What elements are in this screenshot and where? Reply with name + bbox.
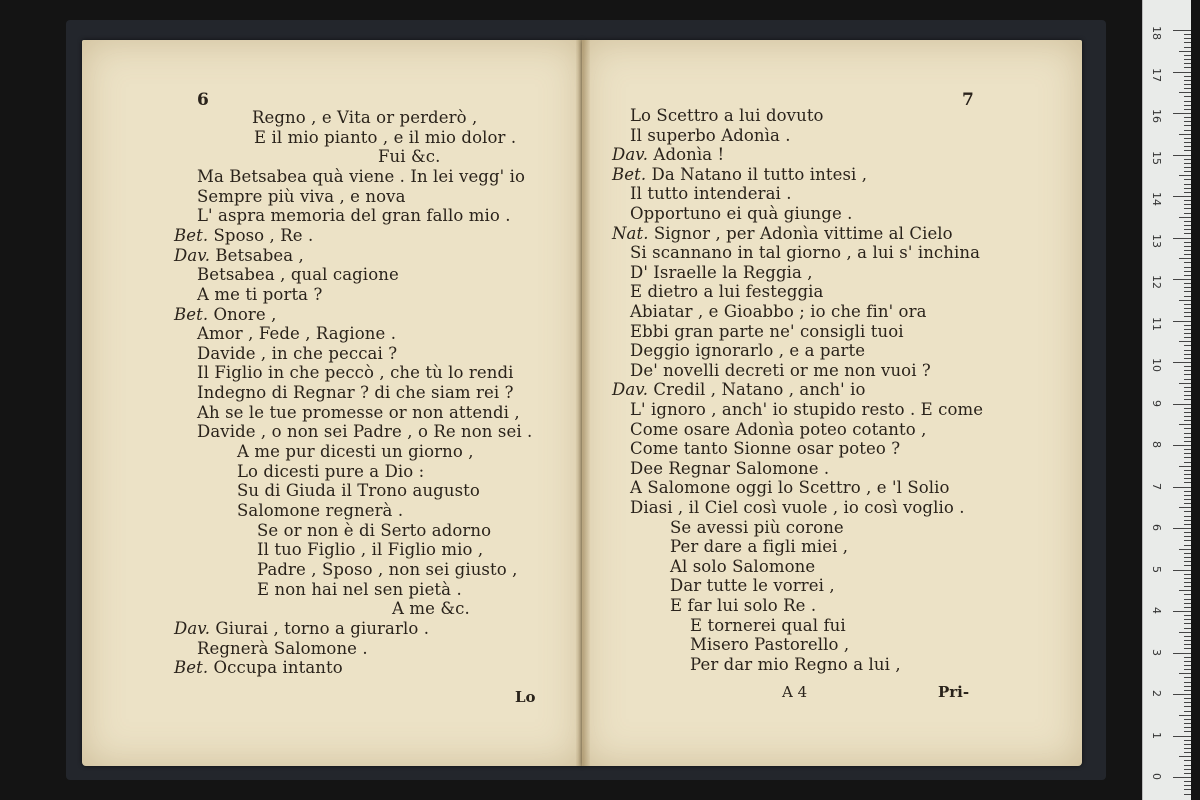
speaker-label: Bet. bbox=[612, 164, 652, 184]
left-line: Ma Betsabea quà viene . In lei vegg' io bbox=[197, 166, 526, 186]
ruler-tick bbox=[1184, 686, 1191, 687]
ruler-tick bbox=[1184, 437, 1191, 438]
ruler-tick bbox=[1184, 117, 1191, 118]
left-line: Amor , Fede , Ragione . bbox=[197, 324, 397, 344]
ruler-label: 3 bbox=[1150, 648, 1163, 656]
ruler-tick bbox=[1173, 279, 1191, 280]
left-line: Betsabea , qual cagione bbox=[197, 265, 399, 285]
left-line: Davide , in che peccai ? bbox=[197, 343, 398, 363]
right-catchword: Pri- bbox=[938, 683, 970, 701]
ruler-label: 11 bbox=[1150, 316, 1163, 331]
ruler-tick bbox=[1173, 30, 1191, 31]
ruler-tick bbox=[1184, 262, 1191, 263]
left-catchword: Lo bbox=[515, 688, 536, 706]
ruler-tick bbox=[1173, 653, 1191, 654]
left-line: Salomone regnerà . bbox=[237, 501, 404, 520]
ruler-tick bbox=[1184, 433, 1191, 434]
ruler-tick bbox=[1184, 702, 1191, 703]
right-line: L' ignoro , anch' io stupido resto . E come bbox=[630, 400, 984, 419]
left-line: Regno , e Vita or perderò , bbox=[252, 108, 478, 127]
ruler-tick bbox=[1184, 171, 1191, 172]
ruler-tick bbox=[1184, 557, 1191, 558]
verse-text: Betsabea , bbox=[215, 245, 304, 265]
ruler-tick bbox=[1184, 233, 1191, 234]
ruler-tick bbox=[1184, 727, 1191, 728]
ruler-tick bbox=[1179, 590, 1191, 591]
ruler-tick bbox=[1184, 773, 1191, 774]
ruler-tick bbox=[1184, 271, 1191, 272]
ruler-tick bbox=[1179, 300, 1191, 301]
ruler-tick bbox=[1184, 561, 1191, 562]
ruler-tick bbox=[1173, 196, 1191, 197]
ruler-tick bbox=[1184, 150, 1191, 151]
ruler-tick bbox=[1184, 644, 1191, 645]
ruler-tick bbox=[1184, 304, 1191, 305]
ruler-tick bbox=[1184, 574, 1191, 575]
right-line: De' novelli decreti or me non vuoi ? bbox=[630, 360, 931, 380]
ruler-tick bbox=[1184, 267, 1191, 268]
speaker-label: Nat. bbox=[612, 223, 654, 243]
right-page bbox=[582, 40, 1082, 766]
ruler-label: 12 bbox=[1150, 275, 1163, 289]
ruler-tick bbox=[1184, 38, 1191, 39]
right-line: Dee Regnar Salomone . bbox=[630, 458, 830, 478]
verse-text: Credil , Natano , anch' io bbox=[653, 380, 866, 400]
ruler-tick bbox=[1184, 88, 1191, 89]
left-line bbox=[174, 658, 343, 677]
ruler-tick bbox=[1184, 677, 1191, 678]
right-line bbox=[612, 145, 724, 164]
ruler-tick bbox=[1184, 208, 1191, 209]
left-line: A me &c. bbox=[392, 599, 470, 619]
right-line: Per dare a figli miei , bbox=[670, 537, 849, 557]
ruler-tick bbox=[1184, 109, 1191, 110]
ruler-tick bbox=[1184, 374, 1191, 375]
ruler-tick bbox=[1184, 101, 1191, 102]
ruler-tick bbox=[1184, 765, 1191, 766]
ruler-tick bbox=[1179, 466, 1191, 467]
ruler-tick bbox=[1173, 321, 1191, 322]
left-line: Indegno di Regnar ? di che siam rei ? bbox=[197, 383, 514, 403]
ruler-tick bbox=[1173, 570, 1191, 571]
ruler-tick bbox=[1184, 794, 1191, 795]
right-line: Opportuno ei quà giunge . bbox=[630, 204, 853, 223]
right-line bbox=[612, 224, 953, 243]
right-line: Lo Scettro a lui dovuto bbox=[630, 106, 824, 125]
ruler-tick bbox=[1184, 565, 1191, 566]
ruler-tick bbox=[1184, 752, 1191, 753]
ruler-tick bbox=[1184, 125, 1191, 126]
ruler-tick bbox=[1184, 42, 1191, 43]
left-line: A me ti porta ? bbox=[197, 284, 323, 304]
ruler-tick bbox=[1184, 184, 1191, 185]
speaker-label: Dav. bbox=[174, 618, 216, 638]
right-line: E far lui solo Re . bbox=[670, 596, 817, 615]
ruler-tick bbox=[1184, 200, 1191, 201]
ruler-tick bbox=[1184, 690, 1191, 691]
ruler-tick bbox=[1184, 316, 1191, 317]
ruler-tick bbox=[1184, 769, 1191, 770]
ruler-tick bbox=[1173, 113, 1191, 114]
ruler-tick bbox=[1184, 462, 1191, 463]
ruler-tick bbox=[1179, 92, 1191, 93]
ruler-label: 2 bbox=[1150, 690, 1163, 697]
ruler-tick bbox=[1179, 383, 1191, 384]
ruler-tick bbox=[1173, 445, 1191, 446]
ruler-tick bbox=[1179, 175, 1191, 176]
speaker-label: Dav. bbox=[612, 145, 654, 165]
ruler-label: 18 bbox=[1150, 26, 1163, 40]
speaker-label: Bet. bbox=[174, 225, 214, 245]
ruler-tick bbox=[1184, 520, 1191, 521]
ruler-tick bbox=[1184, 785, 1191, 786]
left-line: Davide , o non sei Padre , o Re non sei . bbox=[197, 422, 533, 442]
ruler-tick bbox=[1184, 760, 1191, 761]
ruler-tick bbox=[1184, 731, 1191, 732]
ruler-tick bbox=[1179, 756, 1191, 757]
ruler-tick bbox=[1184, 628, 1191, 629]
ruler-tick bbox=[1179, 341, 1191, 342]
ruler-tick bbox=[1184, 225, 1191, 226]
ruler-tick bbox=[1184, 594, 1191, 595]
left-line: Fui &c. bbox=[378, 147, 441, 167]
left-line bbox=[174, 246, 304, 265]
left-line bbox=[174, 619, 429, 638]
ruler-tick bbox=[1184, 138, 1191, 139]
ruler-label: 4 bbox=[1150, 607, 1163, 614]
verse-text: Giurai , torno a giurarlo . bbox=[215, 618, 430, 638]
right-line bbox=[612, 380, 866, 399]
ruler-tick bbox=[1184, 130, 1191, 131]
ruler-tick bbox=[1184, 379, 1191, 380]
ruler-tick bbox=[1184, 578, 1191, 579]
ruler-tick bbox=[1184, 167, 1191, 168]
ruler-tick bbox=[1184, 516, 1191, 517]
signature-mark: A 4 bbox=[782, 683, 808, 701]
ruler-tick bbox=[1184, 221, 1191, 222]
right-line: Per dar mio Regno a lui , bbox=[690, 654, 901, 674]
right-line bbox=[612, 165, 867, 184]
ruler-tick bbox=[1184, 740, 1191, 741]
ruler-label: 10 bbox=[1150, 358, 1163, 372]
ruler-tick bbox=[1184, 291, 1191, 292]
ruler-tick bbox=[1184, 283, 1191, 284]
ruler-tick bbox=[1184, 325, 1191, 326]
ruler-tick bbox=[1184, 142, 1191, 143]
speaker-label: Bet. bbox=[174, 304, 214, 324]
left-line: Sempre più viva , e nova bbox=[197, 186, 406, 206]
ruler-tick bbox=[1184, 457, 1191, 458]
right-line: Il tutto intenderai . bbox=[630, 184, 792, 204]
ruler-tick bbox=[1184, 669, 1191, 670]
ruler-tick bbox=[1184, 599, 1191, 600]
ruler-tick bbox=[1184, 192, 1191, 193]
ruler-tick bbox=[1184, 640, 1191, 641]
ruler-tick bbox=[1184, 84, 1191, 85]
right-line: Abiatar , e Gioabbo ; io che fin' ora bbox=[630, 302, 927, 321]
ruler-label: 9 bbox=[1150, 399, 1163, 407]
ruler-label: 0 bbox=[1150, 773, 1163, 780]
ruler-tick bbox=[1173, 528, 1191, 529]
left-line: Ah se le tue promesse or non attendi , bbox=[197, 402, 520, 422]
ruler-tick bbox=[1184, 586, 1191, 587]
ruler-tick bbox=[1184, 453, 1191, 454]
left-line: Se or non è di Serto adorno bbox=[257, 520, 492, 540]
verse-text: Da Natano il tutto intesi , bbox=[651, 164, 868, 184]
right-line: Il superbo Adonìa . bbox=[630, 125, 791, 145]
ruler-tick bbox=[1184, 163, 1191, 164]
left-line: Il tuo Figlio , il Figlio mio , bbox=[257, 540, 484, 560]
ruler-tick bbox=[1184, 503, 1191, 504]
ruler-tick bbox=[1179, 424, 1191, 425]
right-line: D' Israelle la Reggia , bbox=[630, 262, 813, 282]
ruler-tick bbox=[1184, 408, 1191, 409]
right-line: Misero Pastorello , bbox=[690, 635, 850, 655]
ruler-tick bbox=[1184, 789, 1191, 790]
ruler-tick bbox=[1184, 449, 1191, 450]
ruler-tick bbox=[1184, 105, 1191, 106]
ruler-tick bbox=[1184, 619, 1191, 620]
ruler-tick bbox=[1173, 694, 1191, 695]
ruler-tick bbox=[1184, 121, 1191, 122]
ruler-tick bbox=[1184, 366, 1191, 367]
ruler-tick bbox=[1179, 258, 1191, 259]
ruler-tick bbox=[1184, 47, 1191, 48]
ruler-tick bbox=[1184, 470, 1191, 471]
ruler-tick bbox=[1184, 524, 1191, 525]
ruler-tick bbox=[1184, 146, 1191, 147]
ruler-tick bbox=[1184, 412, 1191, 413]
ruler-tick bbox=[1184, 188, 1191, 189]
ruler-tick bbox=[1179, 715, 1191, 716]
ruler-tick bbox=[1184, 511, 1191, 512]
ruler-tick bbox=[1184, 723, 1191, 724]
ruler-tick bbox=[1184, 213, 1191, 214]
right-line: Si scannano in tal giorno , a lui s' inchina bbox=[630, 243, 981, 263]
ruler-tick bbox=[1179, 549, 1191, 550]
ruler-tick bbox=[1184, 636, 1191, 637]
ruler-tick bbox=[1184, 545, 1191, 546]
right-line: Dar tutte le vorrei , bbox=[670, 576, 835, 596]
ruler-tick bbox=[1184, 744, 1191, 745]
ruler-tick bbox=[1184, 34, 1191, 35]
ruler-label: 8 bbox=[1150, 441, 1163, 448]
left-line: Regnerà Salomone . bbox=[197, 638, 368, 658]
verse-text: Sposo , Re . bbox=[213, 225, 314, 245]
ruler-tick bbox=[1179, 217, 1191, 218]
verse-text: Occupa intanto bbox=[213, 658, 343, 678]
ruler-tick bbox=[1184, 337, 1191, 338]
ruler-tick bbox=[1184, 59, 1191, 60]
ruler-tick bbox=[1184, 478, 1191, 479]
ruler-tick bbox=[1173, 238, 1191, 239]
ruler-tick bbox=[1184, 387, 1191, 388]
left-line: E non hai nel sen pietà . bbox=[257, 579, 462, 599]
ruler-tick bbox=[1184, 536, 1191, 537]
ruler-tick bbox=[1184, 491, 1191, 492]
ruler-tick bbox=[1179, 507, 1191, 508]
ruler-tick bbox=[1184, 395, 1191, 396]
ruler-tick bbox=[1184, 495, 1191, 496]
ruler-label: 7 bbox=[1150, 482, 1163, 490]
ruler-tick bbox=[1184, 350, 1191, 351]
measurement-ruler bbox=[1142, 0, 1191, 800]
ruler-tick bbox=[1184, 553, 1191, 554]
speaker-label: Dav. bbox=[612, 380, 654, 400]
verse-text: Signor , per Adonìa vittime al Cielo bbox=[653, 223, 953, 243]
book-gutter bbox=[576, 40, 590, 766]
ruler-tick bbox=[1184, 204, 1191, 205]
ruler-tick bbox=[1184, 719, 1191, 720]
ruler-tick bbox=[1184, 582, 1191, 583]
right-line: Come tanto Sionne osar poteo ? bbox=[630, 439, 901, 459]
ruler-tick bbox=[1173, 72, 1191, 73]
ruler-tick bbox=[1173, 155, 1191, 156]
ruler-tick bbox=[1184, 242, 1191, 243]
ruler-tick bbox=[1184, 179, 1191, 180]
right-line: Diasi , il Ciel così vuole , io così voglio . bbox=[630, 498, 965, 517]
left-line: Padre , Sposo , non sei giusto , bbox=[257, 559, 518, 579]
ruler-tick bbox=[1184, 607, 1191, 608]
ruler-label: 14 bbox=[1150, 192, 1163, 206]
ruler-tick bbox=[1184, 698, 1191, 699]
ruler-tick bbox=[1184, 345, 1191, 346]
ruler-label: 6 bbox=[1150, 524, 1163, 531]
ruler-tick bbox=[1184, 482, 1191, 483]
ruler-tick bbox=[1184, 80, 1191, 81]
ruler-tick bbox=[1184, 63, 1191, 64]
right-line: Ebbi gran parte ne' consigli tuoi bbox=[630, 321, 904, 341]
ruler-tick bbox=[1184, 159, 1191, 160]
ruler-tick bbox=[1184, 67, 1191, 68]
ruler-tick bbox=[1184, 540, 1191, 541]
ruler-tick bbox=[1184, 499, 1191, 500]
ruler-label: 5 bbox=[1150, 565, 1163, 573]
ruler-tick bbox=[1184, 246, 1191, 247]
ruler-tick bbox=[1184, 96, 1191, 97]
ruler-tick bbox=[1184, 250, 1191, 251]
right-line: Deggio ignorarlo , e a parte bbox=[630, 341, 866, 361]
left-page bbox=[82, 40, 582, 766]
ruler-tick bbox=[1184, 532, 1191, 533]
ruler-label: 17 bbox=[1150, 67, 1163, 82]
ruler-tick bbox=[1184, 308, 1191, 309]
right-line: Come osare Adonìa poteo cotanto , bbox=[630, 419, 927, 439]
right-line: A Salomone oggi lo Scettro , e 'l Solio bbox=[630, 478, 950, 498]
left-line: E il mio pianto , e il mio dolor . bbox=[254, 127, 517, 147]
ruler-tick bbox=[1184, 706, 1191, 707]
ruler-tick bbox=[1184, 229, 1191, 230]
ruler-tick bbox=[1184, 661, 1191, 662]
ruler-tick bbox=[1179, 51, 1191, 52]
speaker-label: Bet. bbox=[174, 658, 214, 678]
left-line: Il Figlio in che peccò , che tù lo rendi bbox=[197, 363, 514, 383]
ruler-tick bbox=[1184, 711, 1191, 712]
left-line: Lo dicesti pure a Dio : bbox=[237, 461, 425, 481]
ruler-tick bbox=[1184, 358, 1191, 359]
ruler-tick bbox=[1184, 391, 1191, 392]
ruler-tick bbox=[1184, 312, 1191, 313]
right-line: E tornerei qual fui bbox=[690, 615, 846, 635]
left-line: L' aspra memoria del gran fallo mio . bbox=[197, 206, 511, 226]
ruler-tick bbox=[1184, 76, 1191, 77]
ruler-tick bbox=[1184, 370, 1191, 371]
ruler-tick bbox=[1184, 603, 1191, 604]
ruler-label: 16 bbox=[1150, 109, 1163, 123]
ruler-tick bbox=[1184, 665, 1191, 666]
ruler-tick bbox=[1173, 487, 1191, 488]
right-page-number: 7 bbox=[962, 90, 974, 110]
ruler-tick bbox=[1184, 420, 1191, 421]
left-line: A me pur dicesti un giorno , bbox=[237, 442, 474, 462]
ruler-tick bbox=[1184, 399, 1191, 400]
ruler-tick bbox=[1184, 781, 1191, 782]
ruler-tick bbox=[1173, 611, 1191, 612]
ruler-tick bbox=[1179, 632, 1191, 633]
ruler-tick bbox=[1184, 354, 1191, 355]
verse-text: Adonìa ! bbox=[653, 145, 725, 165]
ruler-tick bbox=[1173, 404, 1191, 405]
ruler-tick bbox=[1184, 615, 1191, 616]
verse-text: Onore , bbox=[213, 304, 277, 324]
right-line: Al solo Salomone bbox=[670, 556, 816, 576]
ruler-tick bbox=[1179, 134, 1191, 135]
ruler-tick bbox=[1184, 416, 1191, 417]
ruler-tick bbox=[1184, 648, 1191, 649]
ruler-tick bbox=[1179, 673, 1191, 674]
ruler-label: 1 bbox=[1150, 731, 1163, 739]
ruler-tick bbox=[1184, 275, 1191, 276]
ruler-tick bbox=[1184, 333, 1191, 334]
ruler-label: 13 bbox=[1150, 233, 1163, 248]
ruler-tick bbox=[1184, 287, 1191, 288]
ruler-tick bbox=[1184, 657, 1191, 658]
ruler-tick bbox=[1184, 623, 1191, 624]
left-line bbox=[174, 305, 276, 324]
right-line: Se avessi più corone bbox=[670, 517, 844, 537]
left-line: Su di Giuda il Trono augusto bbox=[237, 481, 480, 501]
ruler-tick bbox=[1173, 736, 1191, 737]
ruler-tick bbox=[1173, 777, 1191, 778]
ruler-tick bbox=[1184, 55, 1191, 56]
ruler-tick bbox=[1184, 474, 1191, 475]
ruler-tick bbox=[1184, 254, 1191, 255]
left-line bbox=[174, 226, 313, 245]
ruler-label: 15 bbox=[1150, 150, 1163, 165]
ruler-tick bbox=[1184, 748, 1191, 749]
speaker-label: Dav. bbox=[174, 245, 216, 265]
ruler-tick bbox=[1184, 329, 1191, 330]
ruler-tick bbox=[1184, 441, 1191, 442]
right-line: E dietro a lui festeggia bbox=[630, 282, 824, 302]
left-page-number: 6 bbox=[197, 90, 209, 110]
ruler-tick bbox=[1173, 362, 1191, 363]
ruler-tick bbox=[1184, 428, 1191, 429]
ruler-tick bbox=[1184, 682, 1191, 683]
ruler-tick bbox=[1184, 296, 1191, 297]
